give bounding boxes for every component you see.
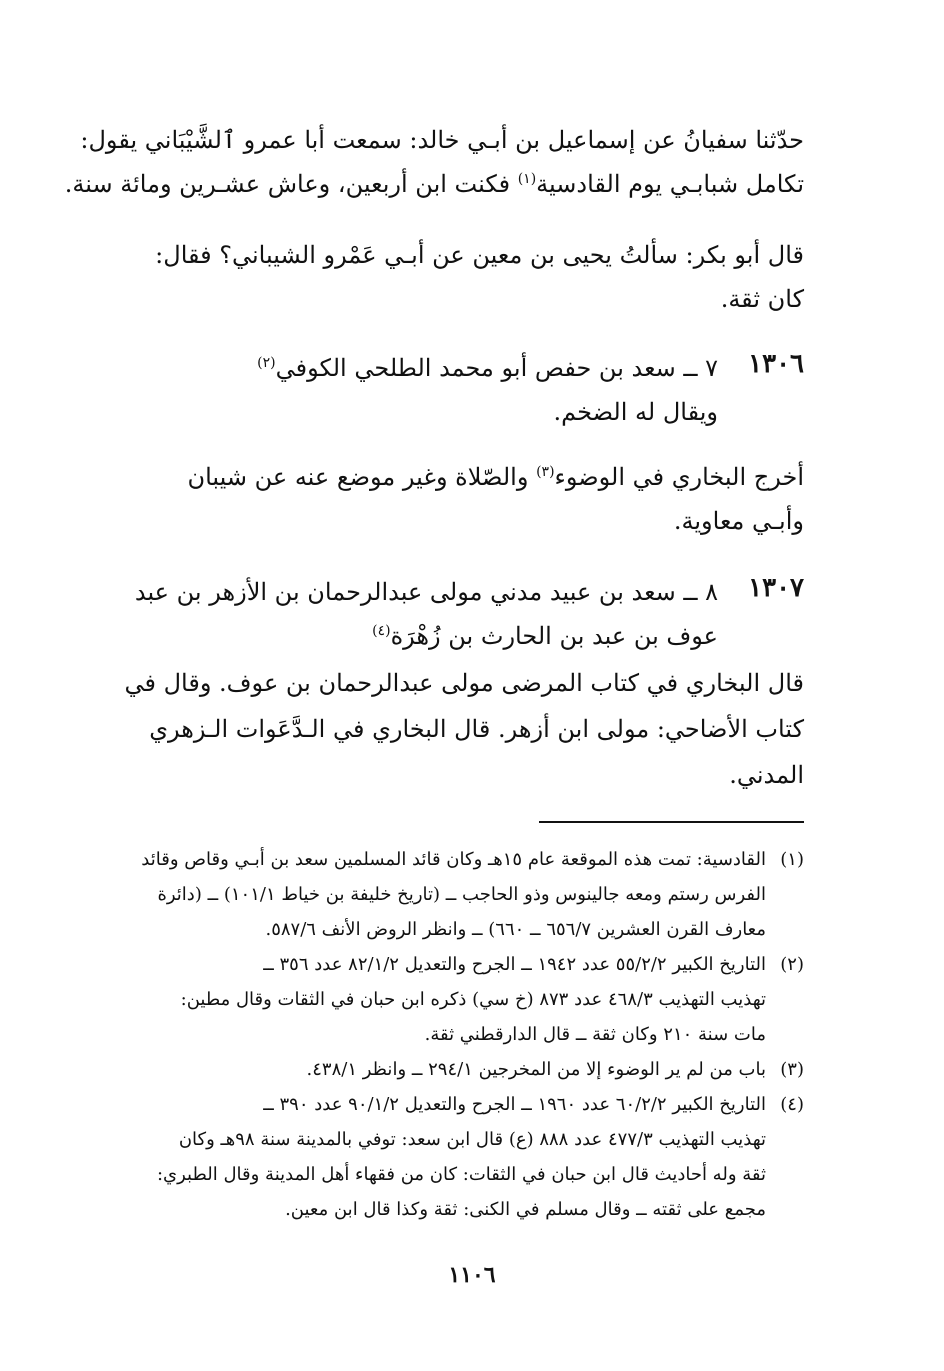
text-line: قال البخاري في كتاب المرضى مولى عبدالرحمان بن عوف. وقال في [124,669,804,697]
footnote-ref: (٣) [536,464,555,480]
text-line: حدّثنا سفيانُ عن إسماعيل بن أبـي خالد: سمعت أبا عمرو ٱلشَّيْبَاني يقول: [80,126,804,154]
text-line [64,162,804,206]
paragraph-bukhari-2 [104,660,804,798]
footnote-4 [99,1087,804,1227]
entry-number: ١٣٠٧ [748,573,804,603]
text-line: معارف القرن العشرين ٦٥٦/٧ ــ ٦٦٠) ــ وانظر الروض الأنف ٥٨٧/٦. [265,919,766,940]
text-line: ثقة وله أحاديث قال ابن حبان في الثقات: كان من فقهاء أهل المدينة وقال الطبري: [156,1164,766,1185]
text-segment: فكنت ابن أربعين، وعاش عشـرين ومائة سنة. [64,170,518,198]
text-line: تهذيب التهذيب ٤٧٧/٣ عدد ٨٨٨ (ع) قال ابن سعد: توفي بالمدينة سنة ٩٨هـ وكان [178,1129,766,1150]
text-line [118,346,718,390]
footnote-text [99,947,766,1052]
text-line: قال أبو بكر: سألتُ يحيى بن معين عن أبـي عَمْرو الشيباني؟ فقال: [155,241,804,269]
paragraph-bukhari [104,455,804,543]
footnote-mark: (١) [780,849,804,870]
footnote-separator [539,821,804,823]
text-line: ٨ ــ سعد بن عبيد مدني مولى عبدالرحمان بن الأزهر بن عبد [134,578,718,606]
footnote-ref: (٤) [372,623,391,639]
entry-heading [118,346,718,434]
entry-heading [108,570,718,658]
paragraph-question [104,233,804,321]
footnote-mark: (٣) [780,1059,804,1080]
text-line [104,455,804,499]
footnote-text [99,842,766,947]
text-segment: والصّلاة وغير موضع عنه عن شيبان [187,463,537,491]
text-line: كان ثقة. [720,285,804,313]
text-line: التاريخ الكبير ٥٥/٢/٢ عدد ١٩٤٢ ــ الجرح والتعديل ٨٢/١/٢ عدد ٣٥٦ ــ [263,954,766,975]
footnote-mark: (٤) [780,1094,804,1115]
footnote-ref: (٢) [257,355,276,371]
text-line: باب من لم ير الوضوء إلا من المخرجين ٢٩٤/١ ــ وانظر ٤٣٨/١. [306,1059,766,1080]
paragraph-narration [64,118,804,206]
text-segment: أخرج البخاري في الوضوء [554,463,804,491]
text-segment: عوف بن عبد بن الحارث بن زُهْرَة [390,622,718,650]
text-line: ويقال له الضخم. [553,398,718,426]
text-segment: تكامل شبابـي يوم القادسية [536,170,804,198]
text-line: كتاب الأضاحي: مولى ابن أزهر. قال البخاري في الـدَّعَوات الـزهري [149,715,804,743]
footnote-text [99,1087,766,1227]
text-line: وأبـي معاوية. [673,507,804,535]
footnote-text [99,1052,766,1087]
footnote-3 [99,1052,804,1087]
text-line: القادسية: تمت هذه الموقعة عام ١٥هـ وكان قائد المسلمين سعد بن أبـي وقاص وقائد [141,849,766,870]
text-line: الفرس رستم ومعه جالينوس وذو الحاجب ــ (تاريخ خليفة بن خياط ١٠١/١) ــ (دائرة [157,884,766,905]
footnote-ref: (١) [517,171,537,187]
text-line: تهذيب التهذيب ٤٦٨/٣ عدد ٨٧٣ (خ سي) ذكره ابن حبان في الثقات وقال مطين: [180,989,766,1010]
text-line: المدني. [729,761,804,789]
text-line [108,614,718,658]
footnote-2 [99,947,804,1052]
entry-number: ١٣٠٦ [748,349,804,379]
text-line: التاريخ الكبير ٦٠/٢/٢ عدد ١٩٦٠ ــ الجرح والتعديل ٩٠/١/٢ عدد ٣٩٠ ــ [263,1094,766,1115]
text-segment: ٧ ــ سعد بن حفص أبو محمد الطلحي الكوفي [275,354,718,382]
footnote-mark: (٢) [780,954,804,975]
footnote-1 [99,842,804,947]
page-number: ١١٠٦ [448,1262,496,1288]
text-line: مجمع على ثقته ــ وقال مسلم في الكنى: ثقة وكذا قال ابن معين. [285,1199,766,1220]
text-line: مات سنة ٢١٠ وكان ثقة ــ قال الدارقطني ثقة. [424,1024,766,1045]
